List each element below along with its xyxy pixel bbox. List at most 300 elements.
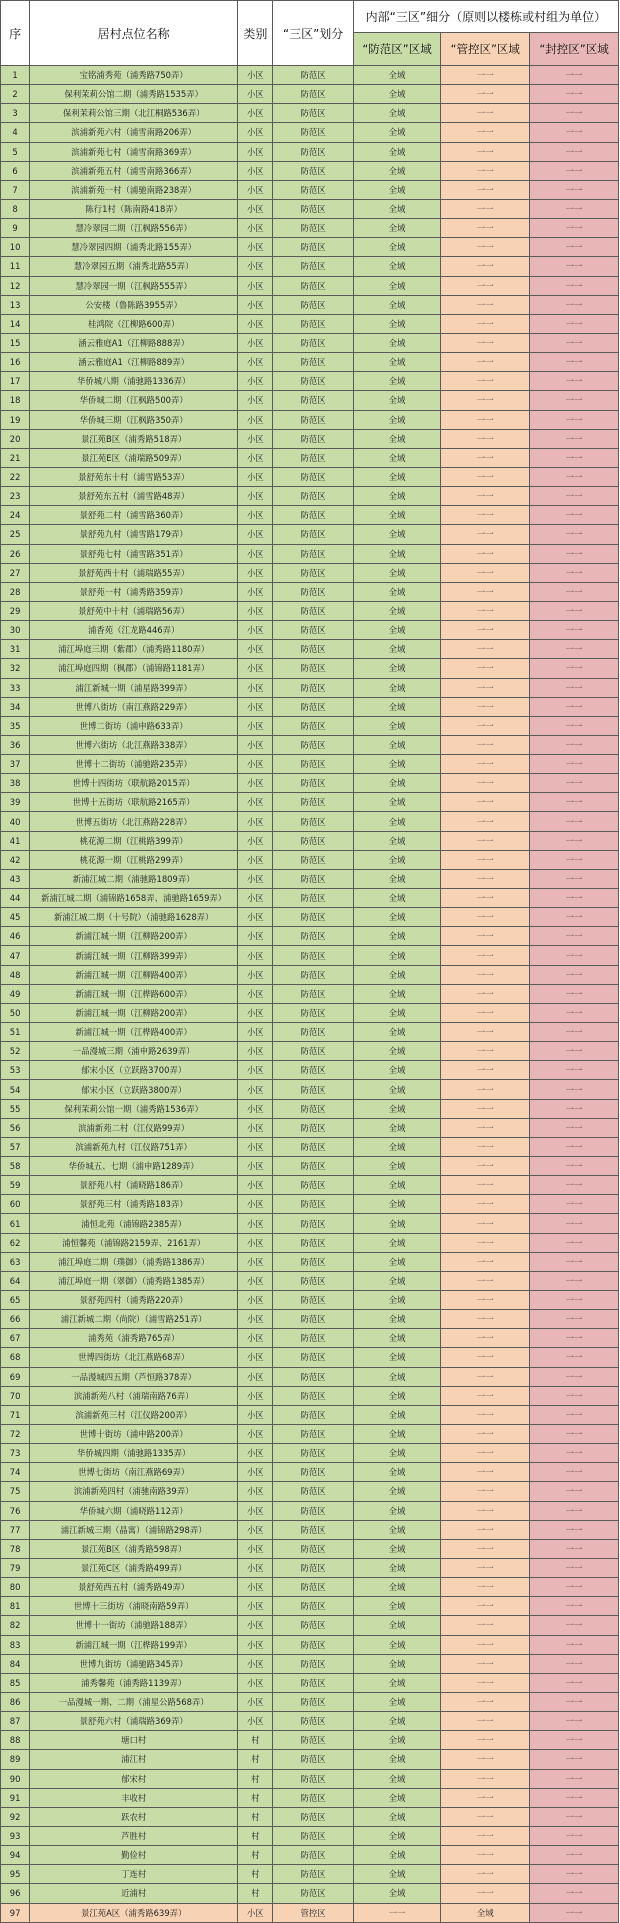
row-lockdown: 一一 [530, 219, 619, 238]
row-seq: 89 [1, 1750, 30, 1769]
table-row [1, 66, 619, 85]
row-name: 郁宋村 [30, 1769, 238, 1788]
row-prevent: 全域 [353, 831, 441, 850]
row-control: 一一 [441, 1405, 530, 1424]
row-seq: 21 [1, 448, 30, 467]
row-lockdown: 一一 [530, 678, 619, 697]
row-zone: 管控区 [273, 1903, 353, 1922]
row-zone: 防范区 [273, 104, 353, 123]
row-type: 小区 [238, 889, 273, 908]
row-control: 一一 [441, 1329, 530, 1348]
row-lockdown: 一一 [530, 601, 619, 620]
row-control: 一一 [441, 697, 530, 716]
row-name: 勤俭村 [30, 1846, 238, 1865]
row-control: 一一 [441, 965, 530, 984]
row-seq: 58 [1, 1157, 30, 1176]
row-zone: 防范区 [273, 1137, 353, 1156]
row-lockdown: 一一 [530, 1042, 619, 1061]
row-name: 新浦江城二期（浦锦路1658弄、浦驰路1659弄） [30, 889, 238, 908]
row-seq: 1 [1, 66, 30, 85]
table-row [1, 1271, 619, 1290]
row-type: 小区 [238, 448, 273, 467]
row-lockdown: 一一 [530, 1635, 619, 1654]
row-lockdown: 一一 [530, 180, 619, 199]
row-control: 一一 [441, 984, 530, 1003]
row-prevent: 全域 [353, 1118, 441, 1137]
table-row [1, 410, 619, 429]
row-seq: 20 [1, 429, 30, 448]
row-seq: 3 [1, 104, 30, 123]
row-seq: 73 [1, 1444, 30, 1463]
row-type: 小区 [238, 601, 273, 620]
row-name: 景舒苑西五村（浦秀路49弄） [30, 1578, 238, 1597]
row-type: 小区 [238, 1558, 273, 1577]
row-control: 一一 [441, 716, 530, 735]
row-seq: 88 [1, 1731, 30, 1750]
table-row [1, 908, 619, 927]
row-name: 景舒苑三村（浦秀路183弄） [30, 1195, 238, 1214]
row-prevent: 全域 [353, 774, 441, 793]
table-row [1, 544, 619, 563]
row-seq: 54 [1, 1080, 30, 1099]
row-zone: 防范区 [273, 1195, 353, 1214]
row-prevent: 全域 [353, 621, 441, 640]
table-row [1, 735, 619, 754]
row-name: 景江苑C区（浦秀路499弄） [30, 1558, 238, 1577]
row-seq: 19 [1, 410, 30, 429]
row-lockdown: 一一 [530, 372, 619, 391]
row-seq: 13 [1, 295, 30, 314]
row-lockdown: 一一 [530, 869, 619, 888]
row-name: 世博八街坊（南江燕路229弄） [30, 697, 238, 716]
row-lockdown: 一一 [530, 563, 619, 582]
row-seq: 23 [1, 487, 30, 506]
table-row [1, 1597, 619, 1616]
row-prevent: 全域 [353, 1635, 441, 1654]
row-name: 陈行1村（陈南路418弄） [30, 199, 238, 218]
row-zone: 防范区 [273, 1386, 353, 1405]
row-name: 华侨城三期（江枫路350弄） [30, 410, 238, 429]
row-prevent: 全域 [353, 314, 441, 333]
row-type: 小区 [238, 487, 273, 506]
row-name: 一品漫城一期、二期（浦星公路568弄） [30, 1692, 238, 1711]
row-prevent: 全域 [353, 1233, 441, 1252]
row-type: 小区 [238, 812, 273, 831]
row-control: 一一 [441, 66, 530, 85]
row-seq: 79 [1, 1558, 30, 1577]
row-seq: 2 [1, 85, 30, 104]
table-row [1, 1176, 619, 1195]
table-row [1, 889, 619, 908]
table-row [1, 812, 619, 831]
row-seq: 11 [1, 257, 30, 276]
row-zone: 防范区 [273, 793, 353, 812]
row-name: 新浦江城一期（江桦路199弄） [30, 1635, 238, 1654]
row-prevent: 全域 [353, 1291, 441, 1310]
row-type: 村 [238, 1826, 273, 1845]
row-type: 小区 [238, 1367, 273, 1386]
row-name: 景舒苑八村（浦晓路186弄） [30, 1176, 238, 1195]
row-type: 小区 [238, 1463, 273, 1482]
row-seq: 60 [1, 1195, 30, 1214]
table-row [1, 199, 619, 218]
row-type: 小区 [238, 372, 273, 391]
row-lockdown: 一一 [530, 1080, 619, 1099]
row-name: 浦江村 [30, 1750, 238, 1769]
table-row [1, 1329, 619, 1348]
row-lockdown: 一一 [530, 1291, 619, 1310]
row-name: 景江苑B区（浦秀路598弄） [30, 1539, 238, 1558]
row-type: 小区 [238, 467, 273, 486]
row-lockdown: 一一 [530, 1865, 619, 1884]
row-control: 一一 [441, 755, 530, 774]
row-seq: 4 [1, 123, 30, 142]
row-prevent: 全域 [353, 1137, 441, 1156]
row-prevent: 全域 [353, 544, 441, 563]
row-seq: 81 [1, 1597, 30, 1616]
row-control: 一一 [441, 1769, 530, 1788]
row-zone: 防范区 [273, 697, 353, 716]
row-type: 小区 [238, 1348, 273, 1367]
row-lockdown: 一一 [530, 1424, 619, 1443]
row-type: 小区 [238, 1444, 273, 1463]
row-type: 小区 [238, 1424, 273, 1443]
table-row [1, 716, 619, 735]
row-name: 慧冷翠园一期（江枫路555弄） [30, 276, 238, 295]
row-type: 小区 [238, 1118, 273, 1137]
row-prevent: 全域 [353, 678, 441, 697]
row-name: 桂鸿院（江柳路600弄） [30, 314, 238, 333]
row-prevent: 全域 [353, 1731, 441, 1750]
table-row [1, 372, 619, 391]
row-type: 小区 [238, 1578, 273, 1597]
row-name: 桃花源二期（江桃路399弄） [30, 831, 238, 850]
row-prevent: 全域 [353, 640, 441, 659]
row-type: 小区 [238, 219, 273, 238]
row-name: 景舒苑四村（浦秀路220弄） [30, 1291, 238, 1310]
table-row [1, 295, 619, 314]
row-seq: 52 [1, 1042, 30, 1061]
row-name: 浦秀苑（浦秀路765弄） [30, 1329, 238, 1348]
row-lockdown: 一一 [530, 1099, 619, 1118]
row-prevent: 全域 [353, 506, 441, 525]
row-zone: 防范区 [273, 1367, 353, 1386]
row-lockdown: 一一 [530, 697, 619, 716]
row-prevent: 全域 [353, 1482, 441, 1501]
row-name: 滨浦新苑八村（浦瑞南路76弄） [30, 1386, 238, 1405]
table-row [1, 506, 619, 525]
row-prevent: 一一 [353, 1903, 441, 1922]
row-zone: 防范区 [273, 333, 353, 352]
row-seq: 86 [1, 1692, 30, 1711]
row-control: 一一 [441, 1252, 530, 1271]
row-prevent: 全域 [353, 1654, 441, 1673]
row-zone: 防范区 [273, 1348, 353, 1367]
row-lockdown: 一一 [530, 1118, 619, 1137]
row-control: 一一 [441, 1578, 530, 1597]
row-lockdown: 一一 [530, 314, 619, 333]
row-seq: 27 [1, 563, 30, 582]
row-zone: 防范区 [273, 199, 353, 218]
row-lockdown: 一一 [530, 1176, 619, 1195]
row-control: 一一 [441, 85, 530, 104]
row-zone: 防范区 [273, 1444, 353, 1463]
row-lockdown: 一一 [530, 1539, 619, 1558]
row-control: 一一 [441, 353, 530, 372]
row-zone: 防范区 [273, 410, 353, 429]
row-seq: 24 [1, 506, 30, 525]
row-lockdown: 一一 [530, 1578, 619, 1597]
row-control: 一一 [441, 180, 530, 199]
row-zone: 防范区 [273, 621, 353, 640]
row-seq: 84 [1, 1654, 30, 1673]
row-seq: 69 [1, 1367, 30, 1386]
row-name: 景舒苑一村（浦秀路359弄） [30, 582, 238, 601]
row-prevent: 全域 [353, 123, 441, 142]
row-lockdown: 一一 [530, 1616, 619, 1635]
row-prevent: 全域 [353, 1310, 441, 1329]
row-name: 塘口村 [30, 1731, 238, 1750]
row-seq: 18 [1, 391, 30, 410]
table-row [1, 161, 619, 180]
row-seq: 74 [1, 1463, 30, 1482]
row-lockdown: 一一 [530, 1023, 619, 1042]
row-name: 浦江埠庭三期（紫郡）（浦秀路1180弄） [30, 640, 238, 659]
row-prevent: 全域 [353, 1386, 441, 1405]
row-prevent: 全域 [353, 601, 441, 620]
row-seq: 71 [1, 1405, 30, 1424]
header-name: 居村点位名称 [30, 1, 238, 66]
row-control: 一一 [441, 793, 530, 812]
row-seq: 44 [1, 889, 30, 908]
row-control: 一一 [441, 1520, 530, 1539]
row-type: 小区 [238, 640, 273, 659]
row-type: 小区 [238, 544, 273, 563]
row-zone: 防范区 [273, 161, 353, 180]
row-control: 一一 [441, 1080, 530, 1099]
row-name: 景江苑E区（浦瑞路509弄） [30, 448, 238, 467]
row-seq: 26 [1, 544, 30, 563]
table-row [1, 1616, 619, 1635]
row-prevent: 全域 [353, 1061, 441, 1080]
row-prevent: 全域 [353, 410, 441, 429]
row-control: 一一 [441, 774, 530, 793]
row-zone: 防范区 [273, 889, 353, 908]
row-zone: 防范区 [273, 1520, 353, 1539]
row-prevent: 全域 [353, 1578, 441, 1597]
row-zone: 防范区 [273, 1023, 353, 1042]
row-control: 一一 [441, 544, 530, 563]
row-name: 保利茉莉公馆二期（浦秀路1535弄） [30, 85, 238, 104]
table-row [1, 946, 619, 965]
row-name: 涵云雅庭A1（江柳路889弄） [30, 353, 238, 372]
row-seq: 61 [1, 1214, 30, 1233]
row-zone: 防范区 [273, 257, 353, 276]
row-name: 滨浦新苑六村（浦雪南路206弄） [30, 123, 238, 142]
row-lockdown: 一一 [530, 1731, 619, 1750]
table-row [1, 429, 619, 448]
row-prevent: 全域 [353, 448, 441, 467]
row-prevent: 全域 [353, 716, 441, 735]
row-lockdown: 一一 [530, 1386, 619, 1405]
row-prevent: 全域 [353, 85, 441, 104]
row-seq: 80 [1, 1578, 30, 1597]
row-control: 一一 [441, 1750, 530, 1769]
row-zone: 防范区 [273, 1846, 353, 1865]
table-row [1, 1520, 619, 1539]
row-prevent: 全域 [353, 1176, 441, 1195]
table-row [1, 1482, 619, 1501]
row-seq: 62 [1, 1233, 30, 1252]
row-prevent: 全域 [353, 1157, 441, 1176]
row-prevent: 全域 [353, 1099, 441, 1118]
row-type: 村 [238, 1807, 273, 1826]
row-type: 小区 [238, 1520, 273, 1539]
row-type: 小区 [238, 1405, 273, 1424]
row-prevent: 全域 [353, 1769, 441, 1788]
row-seq: 51 [1, 1023, 30, 1042]
row-seq: 97 [1, 1903, 30, 1922]
table-row [1, 927, 619, 946]
row-name: 慧冷翠园四期（浦秀北路155弄） [30, 238, 238, 257]
table-row [1, 582, 619, 601]
table-row [1, 1310, 619, 1329]
row-name: 新浦江城一期（江柳路400弄） [30, 965, 238, 984]
row-seq: 42 [1, 850, 30, 869]
row-zone: 防范区 [273, 295, 353, 314]
row-lockdown: 一一 [530, 123, 619, 142]
row-lockdown: 一一 [530, 1003, 619, 1022]
row-control: 一一 [441, 1712, 530, 1731]
row-type: 小区 [238, 1271, 273, 1290]
row-lockdown: 一一 [530, 793, 619, 812]
row-lockdown: 一一 [530, 927, 619, 946]
table-row [1, 353, 619, 372]
table-row [1, 1023, 619, 1042]
row-control: 一一 [441, 946, 530, 965]
row-name: 华侨城六期（浦晓路112弄） [30, 1501, 238, 1520]
row-zone: 防范区 [273, 850, 353, 869]
row-lockdown: 一一 [530, 621, 619, 640]
row-control: 一一 [441, 1731, 530, 1750]
row-control: 一一 [441, 314, 530, 333]
row-zone: 防范区 [273, 1673, 353, 1692]
row-type: 小区 [238, 1482, 273, 1501]
row-seq: 25 [1, 525, 30, 544]
row-name: 新浦江城二期（浦驰路1809弄） [30, 869, 238, 888]
table-row [1, 1233, 619, 1252]
row-name: 涵云雅庭A1（江柳路888弄） [30, 333, 238, 352]
row-type: 小区 [238, 621, 273, 640]
row-seq: 22 [1, 467, 30, 486]
row-prevent: 全域 [353, 219, 441, 238]
row-lockdown: 一一 [530, 659, 619, 678]
table-row [1, 1118, 619, 1137]
table-row [1, 1424, 619, 1443]
row-type: 小区 [238, 161, 273, 180]
row-name: 世博十一街坊（浦驰路188弄） [30, 1616, 238, 1635]
row-control: 一一 [441, 1597, 530, 1616]
row-zone: 防范区 [273, 1214, 353, 1233]
row-zone: 防范区 [273, 1788, 353, 1807]
row-lockdown: 一一 [530, 1788, 619, 1807]
row-zone: 防范区 [273, 487, 353, 506]
row-lockdown: 一一 [530, 1157, 619, 1176]
row-seq: 30 [1, 621, 30, 640]
row-type: 小区 [238, 295, 273, 314]
row-control: 一一 [441, 161, 530, 180]
row-type: 小区 [238, 142, 273, 161]
row-seq: 37 [1, 755, 30, 774]
row-zone: 防范区 [273, 1080, 353, 1099]
row-name: 浦恒馨苑（浦锦路2159弄、2161弄） [30, 1233, 238, 1252]
table-row [1, 1558, 619, 1577]
row-seq: 36 [1, 735, 30, 754]
row-control: 一一 [441, 199, 530, 218]
row-prevent: 全域 [353, 1023, 441, 1042]
row-control: 一一 [441, 1807, 530, 1826]
row-lockdown: 一一 [530, 487, 619, 506]
table-row [1, 640, 619, 659]
row-lockdown: 一一 [530, 716, 619, 735]
row-lockdown: 一一 [530, 1846, 619, 1865]
row-control: 一一 [441, 410, 530, 429]
row-name: 桃花源一期（江桃路299弄） [30, 850, 238, 869]
row-control: 一一 [441, 889, 530, 908]
row-zone: 防范区 [273, 372, 353, 391]
row-seq: 64 [1, 1271, 30, 1290]
table-row [1, 755, 619, 774]
table-row [1, 333, 619, 352]
row-seq: 6 [1, 161, 30, 180]
row-name: 丁连村 [30, 1865, 238, 1884]
row-lockdown: 一一 [530, 1348, 619, 1367]
row-seq: 9 [1, 219, 30, 238]
table-row [1, 1463, 619, 1482]
row-seq: 50 [1, 1003, 30, 1022]
row-prevent: 全域 [353, 908, 441, 927]
row-type: 小区 [238, 1214, 273, 1233]
row-type: 小区 [238, 314, 273, 333]
table-row [1, 869, 619, 888]
row-lockdown: 一一 [530, 1310, 619, 1329]
table-row [1, 142, 619, 161]
row-type: 小区 [238, 1635, 273, 1654]
row-zone: 防范区 [273, 1865, 353, 1884]
row-type: 小区 [238, 276, 273, 295]
row-seq: 32 [1, 659, 30, 678]
row-control: 一一 [441, 238, 530, 257]
row-prevent: 全域 [353, 1214, 441, 1233]
row-lockdown: 一一 [530, 1750, 619, 1769]
row-lockdown: 一一 [530, 1597, 619, 1616]
row-type: 小区 [238, 850, 273, 869]
row-control: 一一 [441, 1788, 530, 1807]
row-control: 一一 [441, 1137, 530, 1156]
row-lockdown: 一一 [530, 1692, 619, 1711]
row-type: 小区 [238, 563, 273, 582]
row-name: 华侨城八期（浦驰路1336弄） [30, 372, 238, 391]
row-zone: 防范区 [273, 1329, 353, 1348]
row-lockdown: 一一 [530, 410, 619, 429]
row-lockdown: 一一 [530, 257, 619, 276]
table-row [1, 793, 619, 812]
row-prevent: 全域 [353, 946, 441, 965]
row-prevent: 全域 [353, 1692, 441, 1711]
row-control: 一一 [441, 601, 530, 620]
row-lockdown: 一一 [530, 276, 619, 295]
row-name: 滨浦新苑二村（江仪路99弄） [30, 1118, 238, 1137]
